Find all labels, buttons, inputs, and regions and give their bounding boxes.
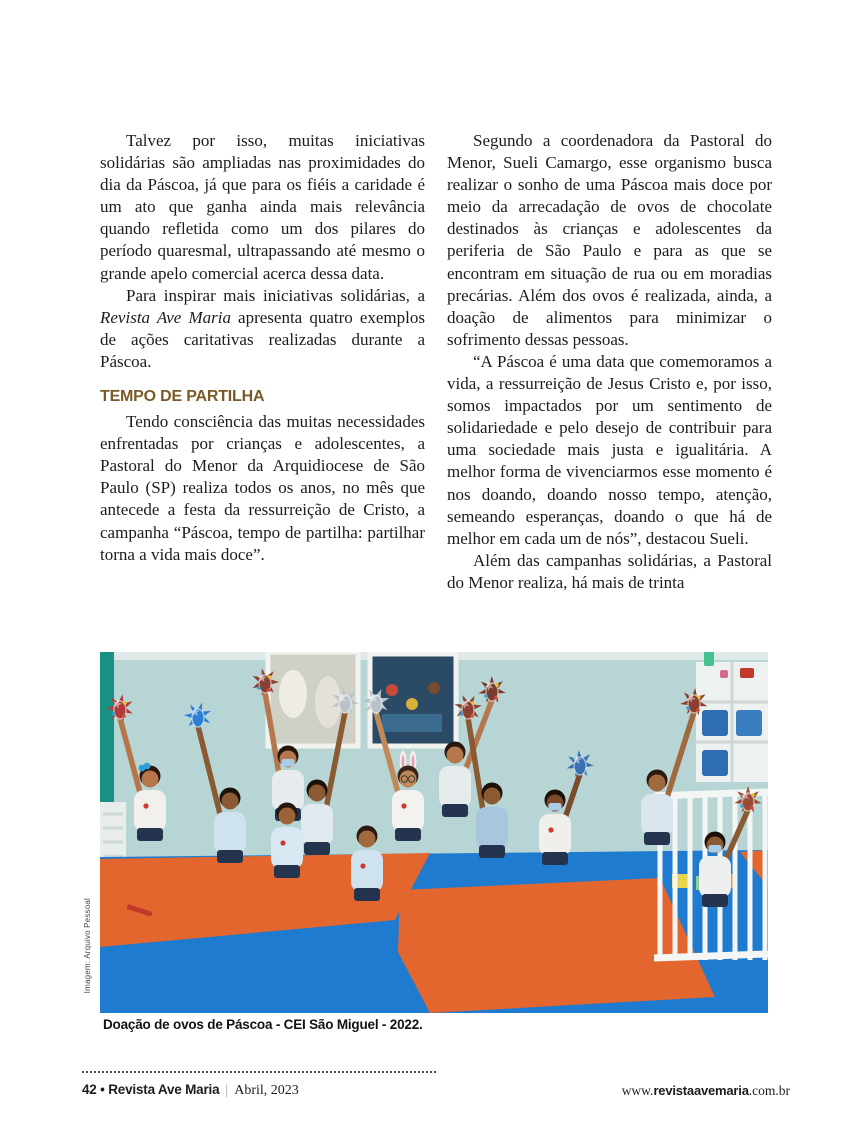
paragraph-quote: “A Páscoa é uma data que comemoramos a vida, a ressurreição de Jesus Cristo e, por isso, somos impactados por um sentimento de solidariedade e pelo desejo de contribuir para uma sociedade mais justa e igualitária. A melhor forma de vivenciarmos esse momento é nos doando, doando nosso tempo, atenção, semeando esperanças, doando o que há de melhor em cada um de nós”, destacou Sueli. [447, 351, 772, 548]
section-heading: TEMPO DE PARTILHA [100, 388, 265, 406]
url-suffix: .com.br [748, 1083, 790, 1098]
paragraph-continuation: Além das campanhas solidárias, a Pastoral do Menor realiza, há mais de trinta [447, 550, 772, 592]
footer-page-info [82, 1082, 299, 1099]
page-number-magazine: 42 • Revista Ave Maria [82, 1082, 220, 1097]
photo-children-easter [100, 652, 768, 1013]
paragraph-inspire [100, 285, 425, 373]
footer-date: Abril, 2023 [234, 1083, 299, 1098]
left-column [100, 130, 425, 594]
footer-separator: | [225, 1083, 229, 1098]
photo-credit: Imagem: Arquivo Pessoal [83, 898, 92, 994]
paragraph-text: Para inspirar mais iniciativas solidárias, a [126, 285, 425, 305]
url-domain: revistaavemaria [653, 1083, 749, 1098]
magazine-name-italic: Revista Ave Maria [100, 307, 231, 327]
photo-illustration [100, 652, 768, 1013]
paragraph-coordinator: Segundo a coordenadora da Pastoral do Menor, Sueli Camargo, esse organismo busca realizar o sonho de uma Páscoa mais doce por meio da arrecadação de ovos de chocolate destinados às crianças e adolescentes da periferia de São Paulo e para as que se encontram em situação de rua ou em moradias precárias. Além dos ovos é realizada, ainda, a doação de alimentos para minimizar o sofrimento dessas pessoas. [447, 131, 772, 349]
right-column [447, 130, 772, 594]
paragraph-intro: Talvez por isso, muitas iniciativas solidárias são ampliadas nas proximidades do dia da Páscoa, já que para os fiéis a caridade é um ato que ganha ainda mais relevância quando refletida como um dos pilares do período quaresmal, ultrapassando até mesmo o grande apelo comercial acerca dessa data. [100, 131, 425, 283]
url-prefix: www. [621, 1083, 654, 1098]
footer-divider [82, 1071, 436, 1073]
photo-caption: Doação de ovos de Páscoa - CEI São Miguel - 2022. [103, 1017, 423, 1032]
footer-website [622, 1083, 790, 1099]
article-body [100, 130, 772, 594]
paragraph-text: apresenta quatro exemplos de ações caritativas realizadas durante a Páscoa. [100, 307, 425, 371]
toy-shelf [696, 652, 768, 782]
paragraph-campaign: Tendo consciência das muitas necessidades enfrentadas por crianças e adolescentes, a Pastoral do Menor da Arquidiocese de São Paulo (SP) realiza todos os anos, no mês que antecede a festa da ressurreição de Cristo, a campanha “Páscoa, tempo de partilha: partilhar torna a vida mais doce”. [100, 412, 425, 564]
